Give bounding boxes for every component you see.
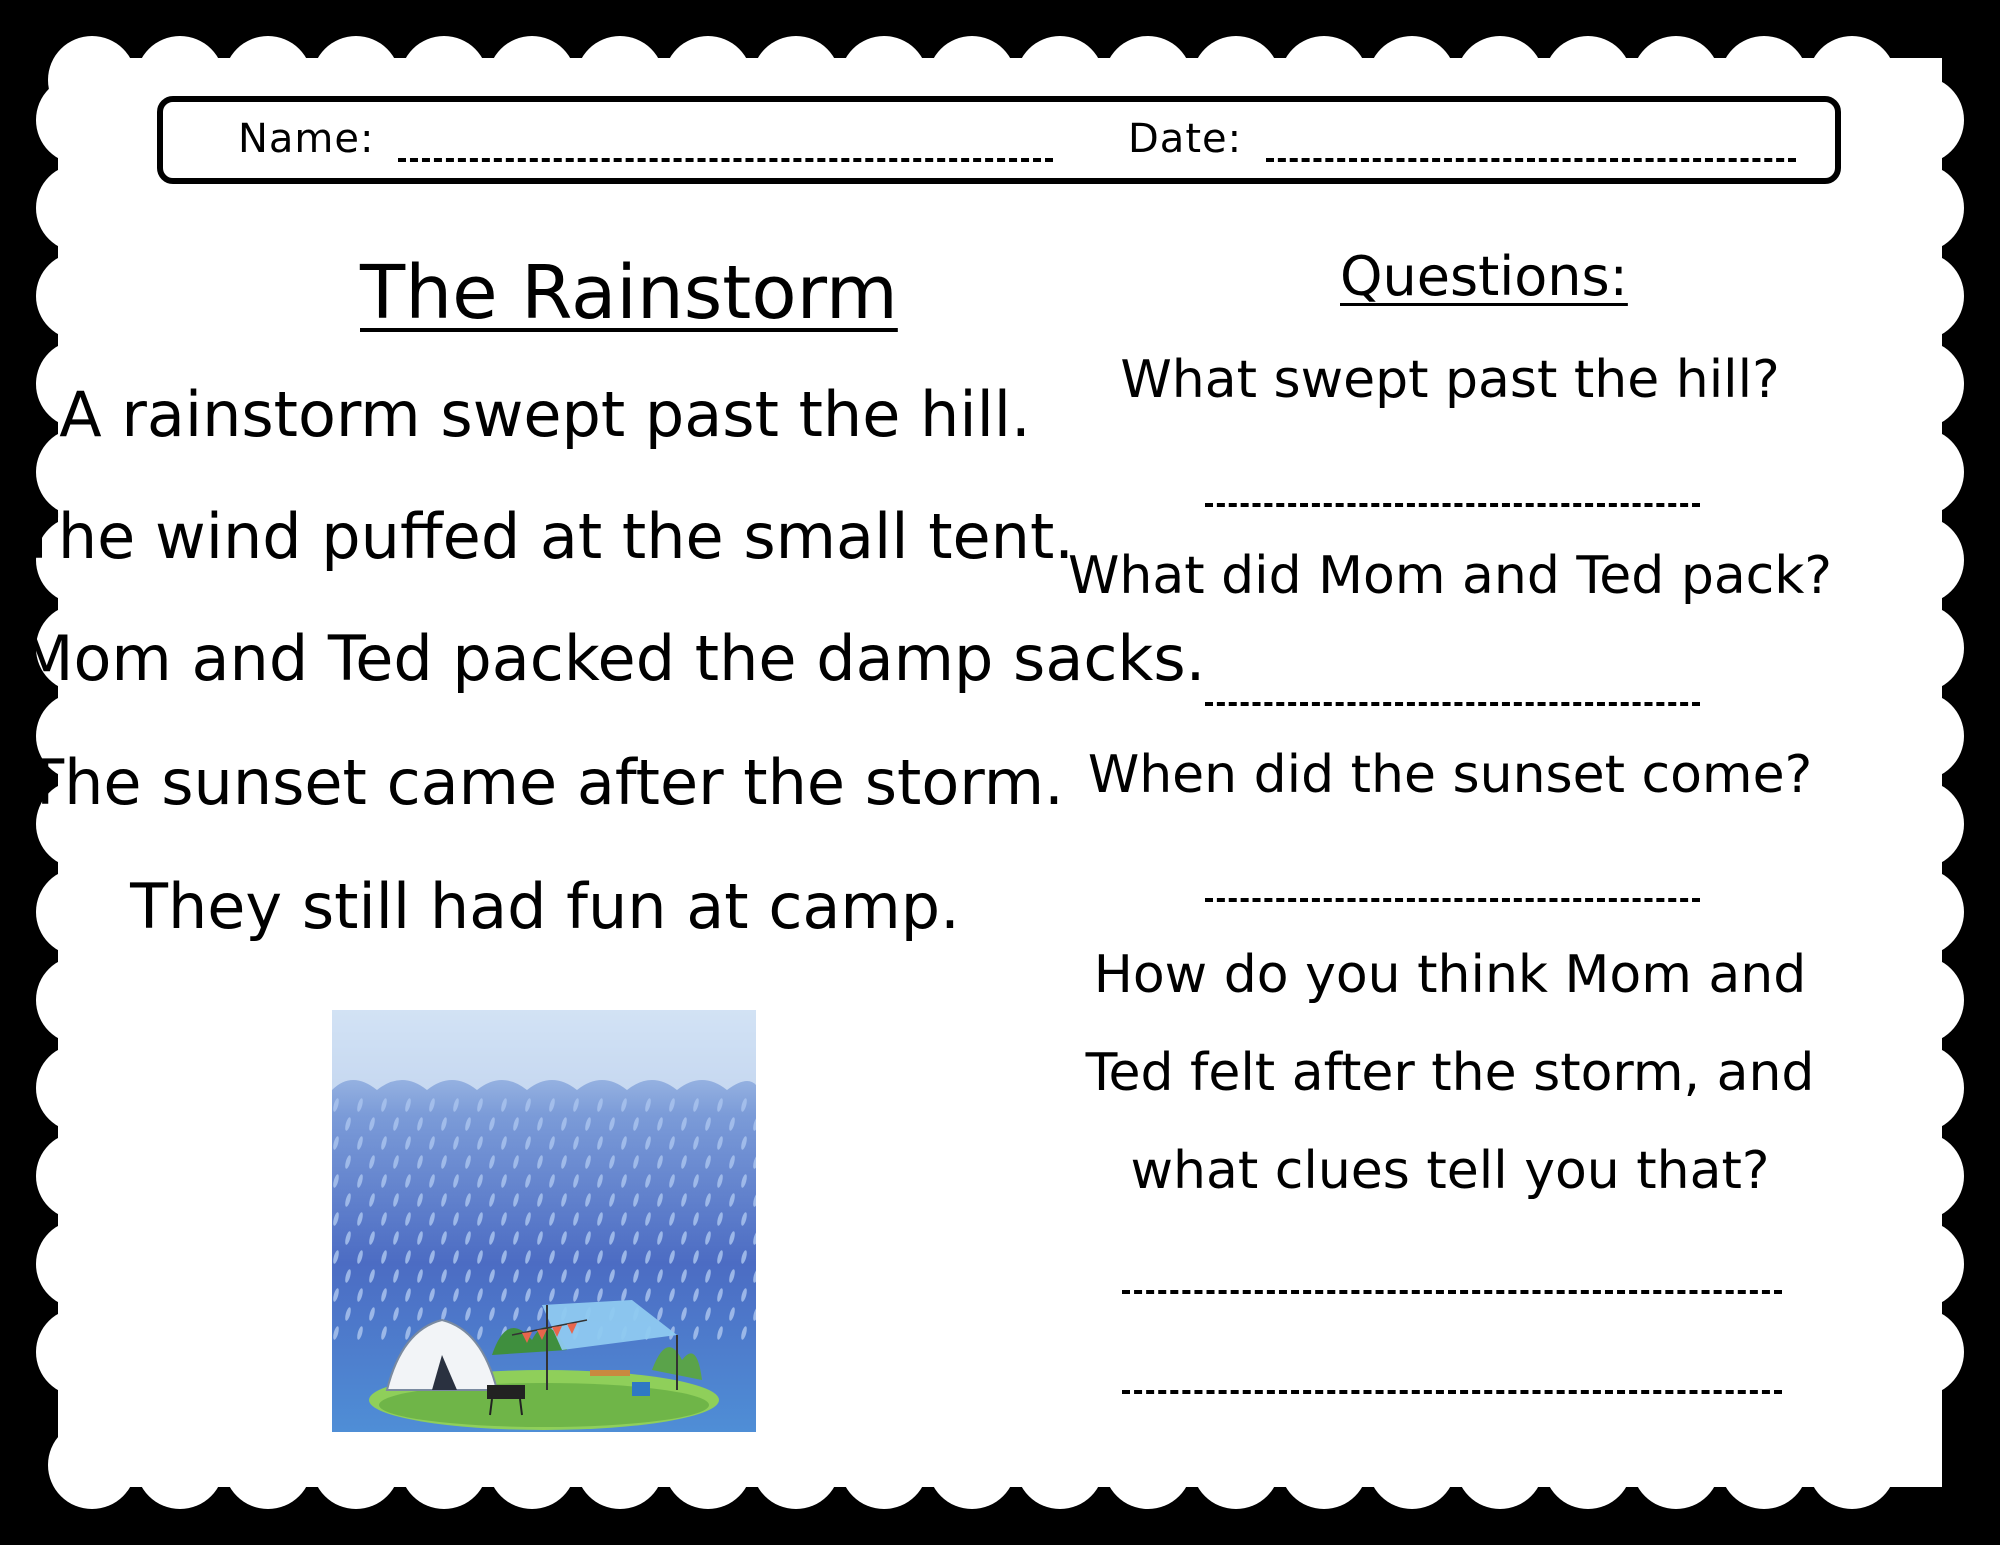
story-line: Mom and Ted packed the damp sacks. bbox=[20, 622, 1206, 695]
name-input-line[interactable] bbox=[398, 124, 1053, 162]
answer-line-4a[interactable] bbox=[1122, 1290, 1782, 1294]
story-line: The sunset came after the storm. bbox=[26, 746, 1064, 819]
story-line: The wind puffed at the small tent. bbox=[20, 500, 1074, 573]
answer-line-3[interactable] bbox=[1205, 898, 1700, 902]
date-field-group bbox=[1128, 116, 1796, 162]
name-label: Name: bbox=[238, 116, 375, 162]
date-label: Date: bbox=[1128, 116, 1243, 162]
story-line: They still had fun at camp. bbox=[130, 870, 960, 943]
cloud-shape bbox=[332, 1010, 756, 1090]
answer-line-1[interactable] bbox=[1205, 503, 1700, 507]
question-2: What did Mom and Ted pack? bbox=[1067, 546, 1832, 606]
rainy-campsite-illustration bbox=[332, 1010, 756, 1432]
story-line: A rainstorm swept past the hill. bbox=[59, 378, 1031, 451]
name-field-group bbox=[238, 116, 1053, 162]
date-input-line[interactable] bbox=[1266, 124, 1796, 162]
name-date-header bbox=[157, 96, 1841, 184]
question-4: How do you think Mom and Ted felt after the storm, and what clues tell you that? bbox=[1085, 945, 1815, 1201]
questions-title: Questions: bbox=[1340, 245, 1628, 308]
answer-line-4b[interactable] bbox=[1122, 1390, 1782, 1394]
question-3: When did the sunset come? bbox=[1087, 745, 1813, 805]
story-title: The Rainstorm bbox=[360, 250, 898, 336]
question-1: What swept past the hill? bbox=[1120, 350, 1780, 410]
answer-line-2[interactable] bbox=[1205, 702, 1700, 706]
